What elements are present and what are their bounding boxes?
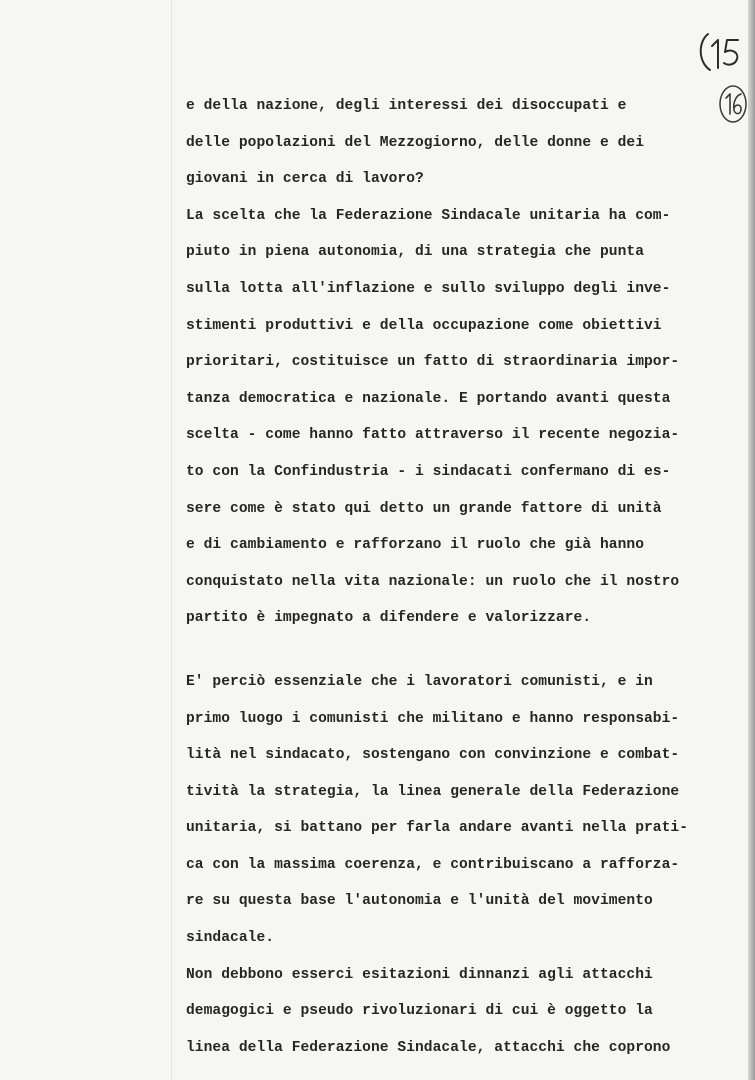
text-line: giovani in cerca di lavoro? xyxy=(186,171,424,188)
text-line: E' perciò essenziale che i lavoratori comunisti, e in xyxy=(186,673,653,690)
text-line: re su questa base l'autonomia e l'unità del movimento xyxy=(186,893,653,910)
text-line: La scelta che la Federazione Sindacale unitaria ha com- xyxy=(186,207,671,224)
page-edge-shadow xyxy=(748,0,755,1080)
text-line: e di cambiamento e rafforzano il ruolo che già hanno xyxy=(186,537,644,554)
text-line: ca con la massima coerenza, e contribuiscano a rafforza- xyxy=(186,856,680,873)
text-line: scelta - come hanno fatto attraverso il recente negozia- xyxy=(186,427,680,444)
text-line: to con la Confindustria - i sindacati confermano di es- xyxy=(186,463,671,480)
text-line: Non debbono esserci esitazioni dinnanzi agli attacchi xyxy=(186,966,653,983)
text-line: lità nel sindacato, sostengano con convinzione e combat- xyxy=(186,747,680,764)
text-line: sulla lotta all'inflazione e sullo sviluppo degli inve- xyxy=(186,280,671,297)
paper-fold-line xyxy=(171,0,172,1080)
typewritten-text xyxy=(186,88,726,1066)
text-line: unitaria, si battano per farla andare avanti nella prati- xyxy=(186,820,689,837)
paragraph-2 xyxy=(186,198,726,637)
text-line: stimenti produttivi e della occupazione come obiettivi xyxy=(186,317,662,334)
paragraph-1 xyxy=(186,88,726,198)
text-line: primo luogo i comunisti che militano e hanno responsabi- xyxy=(186,710,680,727)
text-line: piuto in piena autonomia, di una strategia che punta xyxy=(186,244,644,261)
paragraph-4 xyxy=(186,957,726,1067)
text-line: demagogici e pseudo rivoluzionari di cui è oggetto la xyxy=(186,1003,653,1020)
paragraph-gap xyxy=(186,637,726,664)
text-line: tanza democratica e nazionale. E portando avanti questa xyxy=(186,390,671,407)
text-line: e della nazione, degli interessi dei disoccupati e xyxy=(186,98,627,114)
text-line: prioritari, costituisce un fatto di straordinaria impor- xyxy=(186,354,680,371)
text-line: tività la strategia, la linea generale della Federazione xyxy=(186,783,680,800)
paragraph-3 xyxy=(186,664,726,957)
text-line: linea della Federazione Sindacale, attacchi che coprono xyxy=(186,1039,671,1056)
text-line: partito è impegnato a difendere e valorizzare. xyxy=(186,610,592,627)
text-line: delle popolazioni del Mezzogiorno, delle donne e dei xyxy=(186,134,644,151)
text-line: conquistato nella vita nazionale: un ruolo che il nostro xyxy=(186,573,680,590)
text-line: sindacale. xyxy=(186,930,275,947)
text-line: sere come è stato qui detto un grande fattore di unità xyxy=(186,500,662,517)
handwritten-page-number-15 xyxy=(694,28,746,78)
